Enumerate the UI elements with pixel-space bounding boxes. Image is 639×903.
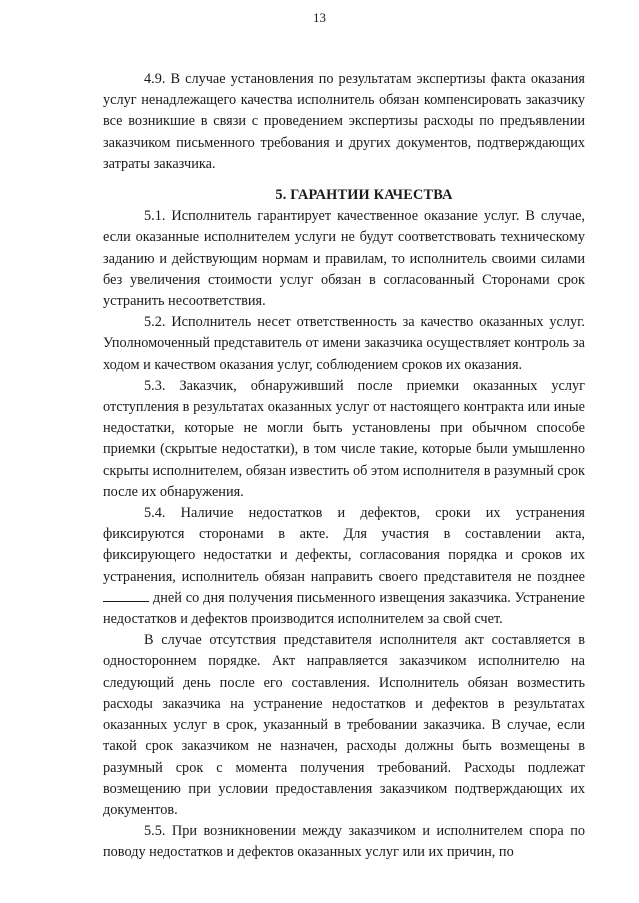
document-body — [103, 69, 585, 864]
clause-5-2: 5.2. Исполнитель несет ответственность за качество оказанных услуг. Уполномоченный представитель от имени заказчика осуществляет контроль за ходом и качеством оказания услуг, соблюдением сроков их оказания. — [103, 314, 585, 373]
clause-5-5: 5.5. При возникновении между заказчиком и исполнителем спора по поводу недостатков и дефектов оказанных услуг или их причин, по — [103, 823, 585, 861]
page-number: 13 — [313, 10, 326, 25]
clause-5-4 — [103, 503, 585, 630]
blank-days-field — [103, 589, 149, 602]
section-title-quality-guarantees: 5. ГАРАНТИИ КАЧЕСТВА — [275, 187, 453, 204]
clause-5-3: 5.3. Заказчик, обнаруживший после приемки оказанных услуг отступления в результатах оказанных услуг от настоящего контракта или иные недостатки, которые не могли быть установлены при обычном способе приемки (скрытые недостатки), в том числе такие, которые были умышленно скрыты исполнителем, обязан известить об этом исполнителя в разумный срок после их обнаружения. — [103, 377, 585, 500]
clause-5-4-continuation: В случае отсутствия представителя исполнителя акт составляется в одностороннем порядке. Акт направляется заказчиком исполнителю на следующий день после его составления. Исполнитель обязан возместить расходы заказчика на устранение недостатков и дефектов в результатах оказанных услуг в срок, указанный в требовании заказчика. В случае, если такой срок заказчиком не назначен, расходы должны быть возмещены в разумный срок с момента получения требований. Расходы подлежат возмещению при условии предоставления заказчиком подтверждающих их документов. — [103, 632, 585, 818]
clause-5-4-text-before: 5.4. Наличие недостатков и дефектов, сроки их устранения фиксируются сторонами в акте. Для участия в составлении акта, фиксирующего недостатки и дефекты, согласования порядка и сроков их устранения, исполнитель обязан направить своего представителя не позднее — [103, 505, 585, 585]
clause-5-1: 5.1. Исполнитель гарантирует качественное оказание услуг. В случае, если оказанные исполнителем услуги не будут соответствовать техническому заданию и действующим нормам и правилам, то исполнитель своими силами без увеличения стоимости услуг обязан в согласованный Сторонами срок устранить несоответствия. — [103, 208, 585, 310]
clause-5-4-text-after: дней со дня получения письменного извещения заказчика. Устранение недостатков и дефектов производится исполнителем за свой счет. — [103, 589, 585, 628]
clause-4-9: 4.9. В случае установления по результатам экспертизы факта оказания услуг ненадлежащего качества исполнитель обязан компенсировать заказчику все возникшие в связи с проведением экспертизы расходы по предъявлении заказчиком письменного требования и других документов, подтверждающих затраты заказчика. — [103, 71, 585, 172]
